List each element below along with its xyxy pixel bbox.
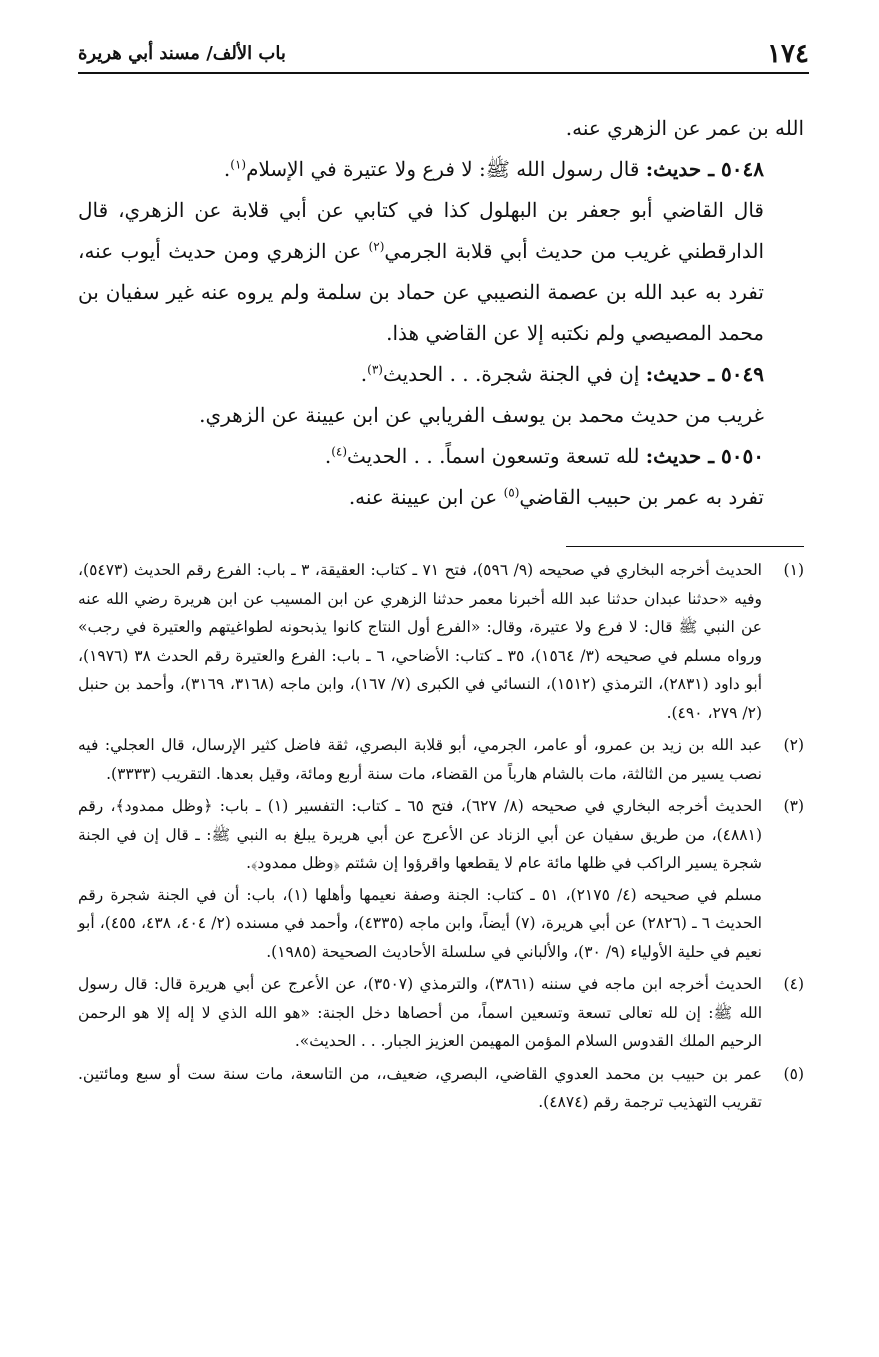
footnote-4 <box>78 970 804 1056</box>
footnotes <box>78 556 804 1121</box>
footnote-number: (٤) <box>783 975 804 993</box>
hadith-text: قال رسول الله ﷺ: لا فرع ولا عتيرة في الإسلام <box>246 157 640 181</box>
footnote-body: عبد الله بن زيد بن عمرو، أو عامر، الجرمي، أبو قلابة البصري، ثقة فاضل كثير الإرسال، قال العجلي: فيه نصب يسير من الثالثة، مات بالشام هارباً من القضاء، مات سنة أربع ومائة، وقيل بعدها. التقريب (٣٣٣٣). <box>78 736 762 783</box>
footnote-1 <box>78 556 804 727</box>
page-number: ١٧٤ <box>767 39 809 69</box>
footnote-number: (٣) <box>783 797 804 815</box>
footnote-ref: (٤) <box>331 444 348 459</box>
footnote-ref: (٥) <box>503 485 520 500</box>
footnote-ref: (٢) <box>368 239 385 254</box>
footnote-separator <box>566 546 804 547</box>
footnote-number: (٢) <box>783 736 804 754</box>
hadith-number: ٥٠٥٠ ـ حديث: <box>645 444 764 468</box>
page-header <box>78 40 809 68</box>
hadith-text: لله تسعة وتسعون اسماً. . . الحديث <box>347 444 640 468</box>
running-title: باب الألف/ مسند أبي هريرة <box>78 43 286 64</box>
footnote-2 <box>78 731 804 788</box>
hadith-5050: ٥٠٥٠ ـ حديث: لله تسعة وتسعون اسماً. . . الحديث$^{(٤)}$. <box>324 444 764 468</box>
hadith-number: ٥٠٤٨ ـ حديث: <box>645 157 764 181</box>
footnote-number: (٥) <box>783 1064 804 1083</box>
commentary-5048: قال القاضي أبو جعفر بن البهلول كذا في كتابي عن أبي قلابة عن الزهري، قال الدارقطني غريب من حديث أبي قلابة الجرمي$^{(٢)}$ عن الزهري ومن حديث أيوب عنه، تفرد به عبد الله بن عصمة النصيبي عن حماد بن سلمة ولم يروه عنه غير سفيان بن محمد المصيصي ولم نكتبه إلا عن القاضي هذا. <box>78 198 765 345</box>
footnote-3 <box>78 792 804 966</box>
hadith-text: إن في الجنة شجرة. . . الحديث <box>382 362 640 386</box>
footnote-body: الحديث أخرجه البخاري في صحيحه (٩/ ٥٩٦)، فتح ٧١ ـ كتاب: العقيقة، ٣ ـ باب: الفرع رقم الحديث (٥٤٧٣)، وفيه «حدثنا عبدان حدثنا عبد الله أخبرنا معمر حدثنا الزهري عن ابن المسيب عن ابن هريرة رضي الله عنه عن النبي ﷺ قال: لا فرع ولا عتيرة، وقال: «الفرع أول النتاج كانوا يذبحونه لطواغيتهم والعتيرة في رجب» ورواه مسلم في صحيحه (٣/ ١٥٦٤)، ٣٥ ـ كتاب: الأضاحي، ٦ ـ باب: الفرع والعتيرة رقم الحدث ٣٨ (١٩٧٦)، أبو داود (٢٨٣١)، الترمذي (١٥١٢)، النسائي في الكبرى (٧/ ١٦٧)، وابن ماجه (٣١٦٨، ٣١٦٩)، وأحمد بن حنبل (٢/ ٢٧٩، ٤٩٠). <box>78 561 763 722</box>
footnote-ref: (٣) <box>367 362 383 377</box>
footnote-ref: (١) <box>230 157 247 172</box>
commentary-5050: تفرد به عمر بن حبيب القاضي$^{(٥)}$ عن ابن عيينة عنه. <box>348 485 764 509</box>
footnote-number: (١) <box>783 561 804 579</box>
footnote-5 <box>78 1060 804 1117</box>
hadith-number: ٥٠٤٩ ـ حديث: <box>645 362 764 386</box>
hadith-5048: ٥٠٤٨ ـ حديث: قال رسول الله ﷺ: لا فرع ولا عتيرة في الإسلام$^{(١)}$. <box>223 157 764 181</box>
commentary-5049: غريب من حديث محمد بن يوسف الفريابي عن ابن عيينة عن الزهري. <box>199 403 764 427</box>
main-text <box>78 108 804 518</box>
continuation-line: الله بن عمر عن الزهري عنه. <box>565 116 804 140</box>
hadith-5049: ٥٠٤٩ ـ حديث: إن في الجنة شجرة. . . الحديث$^{(٣)}$. <box>360 362 764 386</box>
footnote-body: الحديث أخرجه البخاري في صحيحه (٨/ ٦٢٧)، فتح ٦٥ ـ كتاب: التفسير (١) ـ باب: ﴿وظل ممدود﴾، رقم (٤٨٨١)، من طريق سفيان عن أبي الزناد عن الأعرج عن أبي هريرة يبلغ به النبي ﷺ: ـ قال إن في الجنة شجرة يسير الراكب في ظلها مائة عام لا يقطعها واقرؤوا إن شئتم ﴿وظل ممدود﴾. مسلم في صحيحه (٤/ ٢١٧٥)، ٥١ ـ كتاب: الجنة وصفة نعيمها وأهلها (١)، باب: أن في الجنة شجرة رقم الحديث ٦ ـ (٢٨٢٦) عن أبي هريرة، (٧) أيضاً، وابن ماجه (٤٣٣٥)، وأحمد في مسنده (٢/ ٤٠٤، ٤٣٨، ٤٥٥)، أبو نعيم في حلية الأولياء (٩/ ٣٠)، والألباني في سلسلة الأحاديث الصحيحة (١٩٨٥). <box>78 797 762 961</box>
header-rule <box>78 72 809 74</box>
footnote-body: الحديث أخرجه ابن ماجه في سننه (٣٨٦١)، والترمذي (٣٥٠٧)، عن الأعرج عن أبي هريرة قال: قال رسول الله ﷺ: إن لله تعالى تسعة وتسعين اسماً، من أحصاها دخل الجنة: «هو الله الذي لا إله إلا هو الرحمن الرحيم الملك القدوس السلام المؤمن المهيمن العزيز الجبار. . . الحديث». <box>78 975 762 1050</box>
footnote-body: عمر بن حبيب بن محمد العدوي القاضي، البصري، ضعيف،، من التاسعة، مات سنة ست أو سبع ومائتين. تقريب التهذيب ترجمة رقم (٤٨٧٤). <box>78 1064 762 1111</box>
